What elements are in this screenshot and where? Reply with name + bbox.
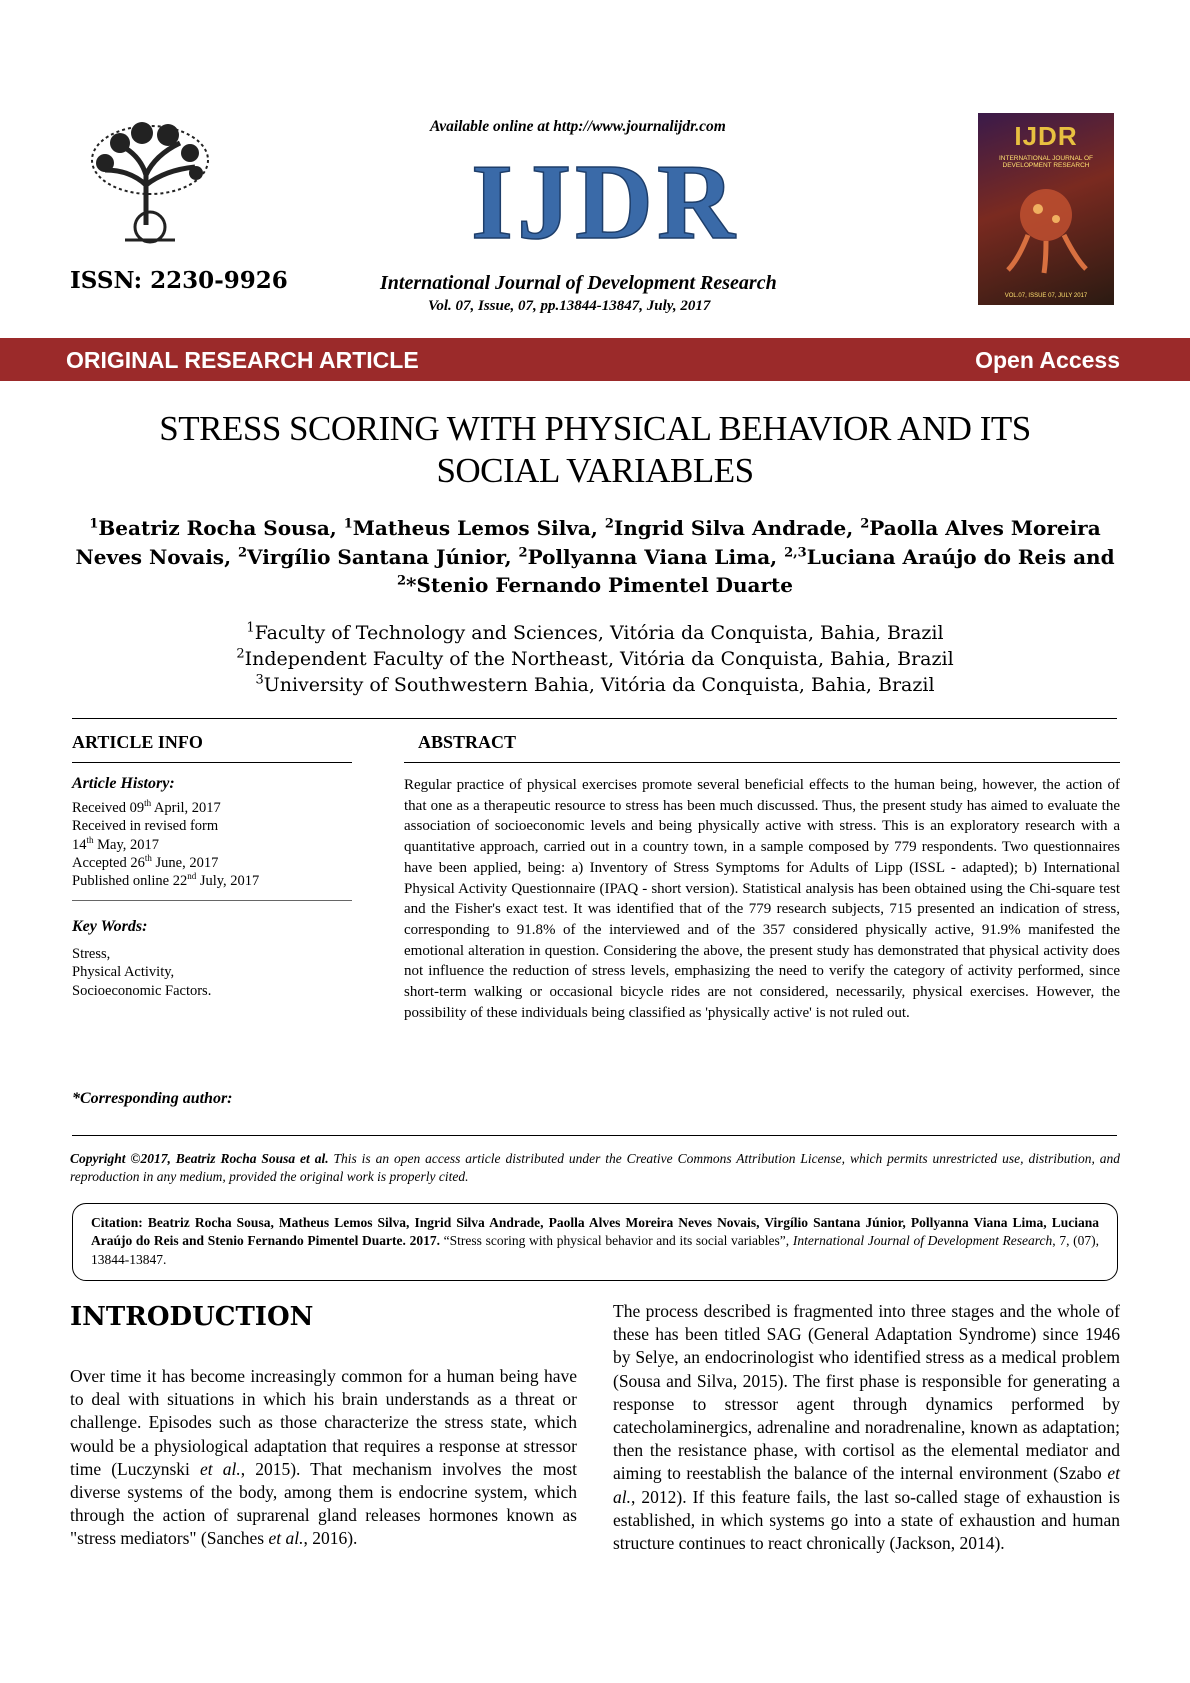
author-name: Ingrid Silva Andrade, bbox=[613, 516, 861, 540]
author-affil-index: 2 bbox=[604, 516, 614, 532]
affiliation-index: 2 bbox=[236, 646, 245, 662]
history-text: May, 2017 bbox=[93, 836, 160, 853]
article-info-heading: ARTICLE INFO bbox=[72, 732, 203, 752]
history-text: 14 bbox=[72, 836, 87, 853]
keywords bbox=[72, 945, 211, 1000]
article-type-banner bbox=[0, 338, 1190, 381]
author-affil-index: 2,3 bbox=[784, 544, 807, 560]
affiliation-index: 1 bbox=[246, 620, 255, 636]
divider bbox=[72, 762, 352, 763]
history-text: Received 09 bbox=[72, 800, 145, 816]
cover-art-icon bbox=[998, 175, 1094, 275]
author-name: Virgílio Santana Júnior, bbox=[247, 544, 519, 569]
tree-logo-icon bbox=[80, 115, 220, 245]
history-text: June, 2017 bbox=[151, 854, 219, 871]
divider bbox=[72, 1135, 1117, 1136]
citation-tail: , 7, (07), 13844-13847. bbox=[91, 1233, 1099, 1267]
author-name: Paolla Alves Moreira bbox=[869, 516, 1101, 540]
intro-left-column bbox=[70, 1365, 577, 1551]
history-item bbox=[72, 817, 259, 835]
cover-title: IJDR bbox=[1014, 121, 1078, 151]
introduction-heading: INTRODUCTION bbox=[70, 1302, 314, 1332]
copyright-text: This is an open access article distributed under the Creative Commons Attribution License, which permits unrestricted use, distribution, and reproduction in any medium, provided the original work is properly cited. bbox=[70, 1151, 1120, 1184]
history-item bbox=[72, 836, 259, 854]
keyword: Stress, bbox=[72, 946, 111, 962]
affiliation bbox=[70, 620, 1120, 646]
citation-box bbox=[72, 1203, 1118, 1281]
author-line bbox=[70, 514, 1120, 543]
history-text: Received in revised form bbox=[72, 818, 219, 835]
open-access-label: Open Access bbox=[975, 347, 1120, 373]
affiliation bbox=[70, 672, 1120, 698]
intro-text: , 2015). That mechanism involves the most diverse systems of the body, among them is endocrine system, which through the action of suprarenal gland releases hormones known as "stress mediators" (Sanches bbox=[70, 1458, 578, 1549]
intro-text: , 2016). bbox=[303, 1528, 358, 1549]
cover-footer: VOL.07, ISSUE 07, JULY 2017 bbox=[1004, 293, 1088, 299]
history-text: July, 2017 bbox=[196, 873, 260, 890]
author-line bbox=[70, 543, 1120, 572]
author-name: Luciana Araújo do Reis and bbox=[806, 544, 1115, 569]
affiliation-text: University of Southwestern Bahia, Vitória da Conquista, Bahia, Brazil bbox=[263, 674, 935, 696]
author-name: *Stenio Fernando Pimentel Duarte bbox=[406, 573, 793, 597]
issn: ISSN: 2230-9926 bbox=[70, 267, 288, 294]
intro-text: et al. bbox=[268, 1528, 304, 1549]
keywords-label: Key Words: bbox=[72, 918, 148, 935]
affiliations bbox=[70, 620, 1120, 698]
keyword: Physical Activity, bbox=[72, 964, 175, 981]
history-label: Article History: bbox=[72, 775, 175, 792]
author-affil-index: 2 bbox=[518, 544, 528, 560]
history-ordinal: th bbox=[144, 798, 152, 809]
divider bbox=[404, 762, 1120, 763]
logo-text: IJDR bbox=[470, 150, 740, 250]
journal-name: International Journal of Development Research bbox=[380, 272, 777, 294]
author-line bbox=[70, 571, 1120, 600]
citation-journal: International Journal of Development Research bbox=[792, 1233, 1053, 1249]
author-name: Neves Novais, bbox=[75, 544, 238, 569]
divider bbox=[72, 718, 1117, 719]
history-ordinal: th bbox=[86, 834, 94, 845]
history-text: Accepted 26 bbox=[72, 854, 145, 871]
history-item bbox=[72, 872, 259, 890]
intro-right-column bbox=[613, 1300, 1120, 1555]
abstract-heading: ABSTRACT bbox=[418, 732, 517, 752]
author-affil-index: 2 bbox=[860, 516, 870, 532]
history-item bbox=[72, 799, 259, 817]
intro-text: Over time it has become increasingly common for a human being have to deal with situations in which his brain understands as a threat or challenge. Episodes such as those characterize the stress state, which would be a physiological adaptation that requires a response at stressor time (Luczynski bbox=[70, 1366, 577, 1479]
title-line: STRESS SCORING WITH PHYSICAL BEHAVIOR AND ITS bbox=[159, 409, 1031, 448]
affiliation bbox=[70, 646, 1120, 672]
abstract-text: Regular practice of physical exercises promote several beneficial effects to the human being, however, the action of that one as a therapeutic resource to stress has been much discussed. Thus, the present study has aimed to evaluate the association of socioeconomic levels and being physically active with stress. This is an exploratory research with a quantitative approach, carried out in a country town, in a sample composed by 779 respondents. Two questionnaires have been applied, being: a) Inventory of Stress Symptoms for Adults of Lipp (ISSL - adapted); b) International Physical Activity Questionnaire (IPAQ - short version). Statistical analysis has been obtained using the Chi-square test and the Fisher's exact test. It was identified that of the 779 research subjects, 715 presented an indication of stress, corresponding to 91.8% of the interviewed and of the 357 considered physically active, 91.9% manifested the emotional alteration in question. Considering the above, the present study has demonstrated that physical activity does not influence the reduction of stress levels, emphasizing the need to verify the category of activity performed, since short-term walking or occasional bicycle rides are not considered, necessarily, physical exercises. However, the possibility of these individuals being classified as 'physically active' is not ruled out. bbox=[404, 777, 1120, 1021]
history-ordinal: th bbox=[144, 853, 152, 864]
author-affil-index: 1 bbox=[343, 516, 353, 532]
journal-cover bbox=[978, 113, 1114, 305]
citation-title: “Stress scoring with physical behavior and its social variables”, bbox=[439, 1233, 793, 1249]
author-name: Beatriz Rocha Sousa, bbox=[98, 516, 344, 540]
volume-info: Vol. 07, Issue, 07, pp.13844-13847, July, 2017 bbox=[428, 298, 711, 314]
cover-subtitle: INTERNATIONAL JOURNAL OF DEVELOPMENT RESEARCH bbox=[998, 155, 1094, 169]
copyright bbox=[70, 1150, 1120, 1186]
affiliation-index: 3 bbox=[255, 672, 264, 688]
intro-text: et al. bbox=[613, 1463, 1120, 1507]
availability-url[interactable]: Available online at http://www.journalijdr.com bbox=[430, 118, 726, 135]
corresponding-author: *Corresponding author: bbox=[72, 1090, 233, 1107]
history-ordinal: nd bbox=[187, 871, 197, 882]
history-text: Published online 22 bbox=[72, 873, 188, 890]
author-affil-index: 2 bbox=[238, 544, 248, 560]
title-line: SOCIAL VARIABLES bbox=[436, 451, 754, 490]
authors bbox=[70, 514, 1120, 600]
author-affil-index: 2 bbox=[397, 573, 407, 589]
article-history bbox=[72, 799, 259, 890]
intro-text: et al. bbox=[200, 1458, 241, 1479]
intro-text: The process described is fragmented into three stages and the whole of these has been titled SAG (General Adaptation Syndrome) since 1946 by Selye, an endocrinologist who identified stress as a medical problem (Sousa and Silva, 2015). The first phase is responsible for generating a response to stressor agent through dynamics performed by catecholaminergics, adrenaline and noradrenaline, known as adaptation; then the resistance phase, with cortisol as the elemental mediator and aiming to reestablish the balance of the internal environment (Szabo bbox=[613, 1301, 1120, 1484]
citation bbox=[91, 1214, 1099, 1269]
history-text: April, 2017 bbox=[151, 800, 221, 816]
paper-title bbox=[80, 408, 1110, 492]
affiliation-text: Independent Faculty of the Northeast, Vitória da Conquista, Bahia, Brazil bbox=[244, 648, 954, 670]
article-type: ORIGINAL RESEARCH ARTICLE bbox=[66, 347, 419, 373]
citation-authors: Citation: Beatriz Rocha Sousa, Matheus Lemos Silva, Ingrid Silva Andrade, Paolla Alves Moreira Neves Novais, Virgílio Santana Júnior, Pollyanna Viana Lima, Luciana Araújo do Reis and Stenio Fernando Pimentel Duarte. 2017. bbox=[91, 1215, 1099, 1249]
author-name: Matheus Lemos Silva, bbox=[352, 516, 605, 540]
divider bbox=[72, 900, 352, 901]
author-affil-index: 1 bbox=[89, 516, 99, 532]
affiliation-text: Faculty of Technology and Sciences, Vitória da Conquista, Bahia, Brazil bbox=[254, 622, 944, 644]
keyword: Socioeconomic Factors. bbox=[72, 982, 212, 999]
author-name: Pollyanna Viana Lima, bbox=[527, 544, 785, 569]
intro-text: , 2012). If this feature fails, the last so-called stage of exhaustion is established, in which systems go into a state of exhaustion and human structure continues to react chronically (Jackson, 2014). bbox=[613, 1486, 1120, 1554]
history-item bbox=[72, 854, 259, 872]
copyright-holder: Copyright ©2017, Beatriz Rocha Sousa et al. bbox=[70, 1151, 329, 1166]
ijdr-logo bbox=[445, 150, 765, 250]
